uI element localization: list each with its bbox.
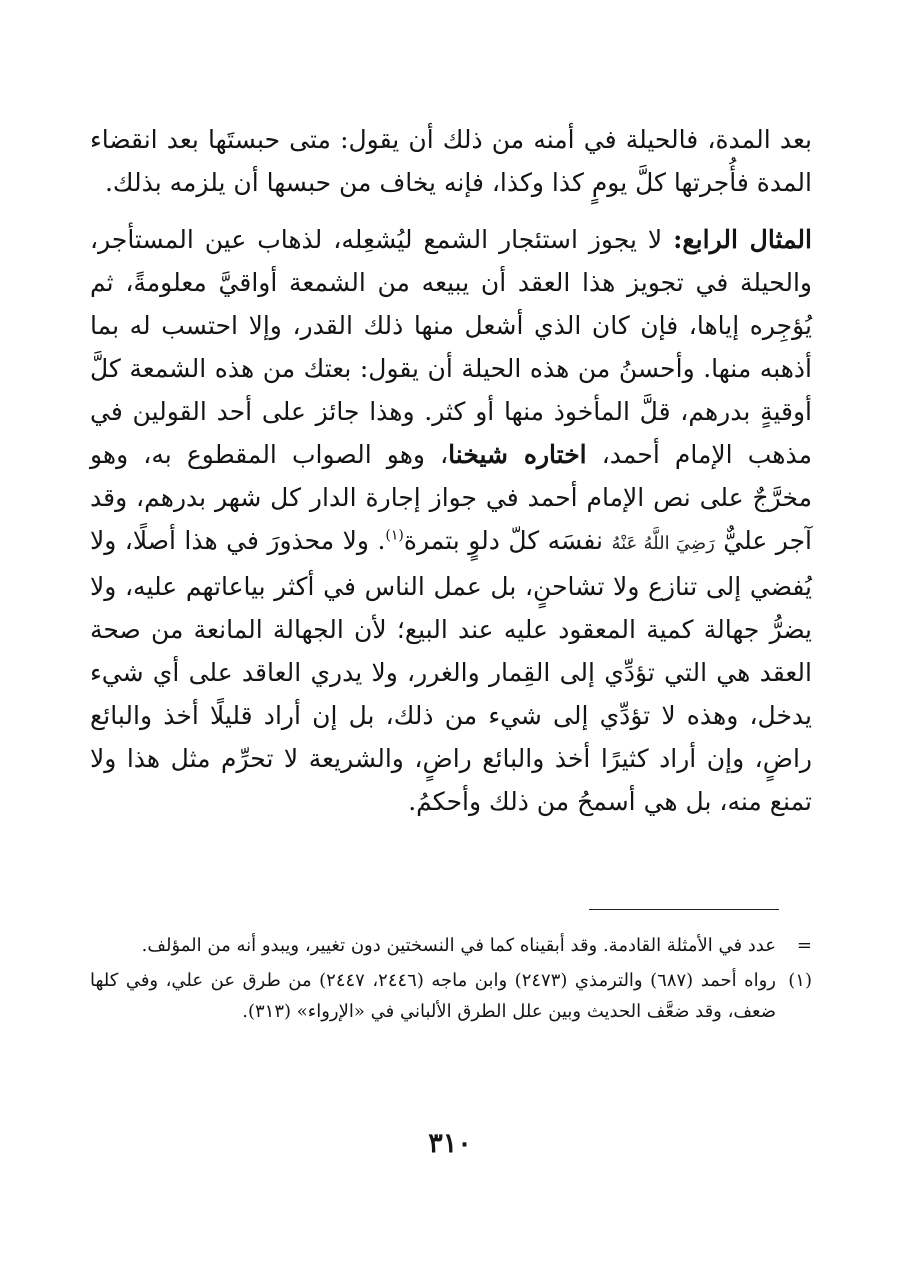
paragraph-2-text-2: ، وهو الصواب المقطوع به، وهو مخرَّجٌ على نص الإمام أحمد في جواز إجارة الدار كل شهر بدرهم، وقد آجر عليٌّ [90,440,812,555]
example-heading: المثال الرابع: [673,225,812,254]
footnote-continuation-text: عدد في الأمثلة القادمة. وقد أبقيناه كما في النسختين دون تغيير، ويبدو أنه من المؤلف. [141,935,776,956]
footnote-separator [589,909,779,910]
paragraph-2 [90,218,812,823]
main-text [90,118,812,823]
footnote-1-text: رواه أحمد (٦٨٧) والترمذي (٢٤٧٣) وابن ماجه (٢٤٤٦، ٢٤٤٧) من طرق عن علي، وفي كلها ضعف، وقد ضعَّف الحديث وبين علل الطرق الألباني في «الإرواء» (٣١٣). [90,970,776,1022]
paragraph-1: بعد المدة، فالحيلة في أمنه من ذلك أن يقول: متى حبستَها بعد انقضاء المدة فأُجرتها كلَّ يومٍ كذا وكذا، فإنه يخاف من حبسها أن يلزمه بذلك. [90,125,812,197]
bold-phrase: اختاره شيخنا [448,440,587,469]
footnote-reference-1: (١) [385,527,404,544]
paragraph-2-text-1: لا يجوز استئجار الشمع ليُشعِله، لذهاب عين المستأجر، والحيلة في تجويز هذا العقد أن يبيعه من الشمعة أواقيَّ معلومةً، ثم يُؤجِره إياها، فإن كان الذي أشعل منها ذلك القدر، وإلا احتسب له بما أذهبه منها. وأحسنُ من هذه الحيلة أن يقول: بعتك من هذه الشمعة كلَّ أوقيةٍ بدرهم، قلَّ المأخوذ منها أو كثر. وهذا جائز على أحد القولين في مذهب الإمام أحمد، [90,225,812,469]
footnotes [90,930,812,1031]
footnote-1-mark: (١) [788,970,812,991]
page-number: ٣١٠ [428,1128,472,1159]
footnote-1 [90,965,812,1027]
footnote-continuation-mark: = [796,935,812,956]
footnote-continuation [90,930,812,961]
paragraph-2-text-3: نفسَه كلّ دلوٍ بتمرة [403,526,612,555]
honorific-phrase: رَضِيَ اللَّهُ عَنْهُ [611,533,715,554]
paragraph-2-text-4: . ولا محذورَ في هذا أصلًا، ولا يُفضي إلى تنازع ولا تشاحنٍ، بل عمل الناس في أكثر بياعاتهم عليه، ولا يضرُّ جهالة كمية المعقود عليه عند البيع؛ لأن الجهالة المانعة من صحة العقد هي التي تؤدِّي إلى القِمار والغرر، ولا يدري العاقد على أي شيء يدخل، وهذه لا تؤدِّي إلى شيء من ذلك، بل إن أراد قليلًا أخذ والبائع راضٍ، وإن أراد كثيرًا أخذ والبائع راضٍ، والشريعة لا تحرِّم مثل هذا ولا تمنع منه، بل هي أسمحُ من ذلك وأحكمُ. [90,526,812,816]
